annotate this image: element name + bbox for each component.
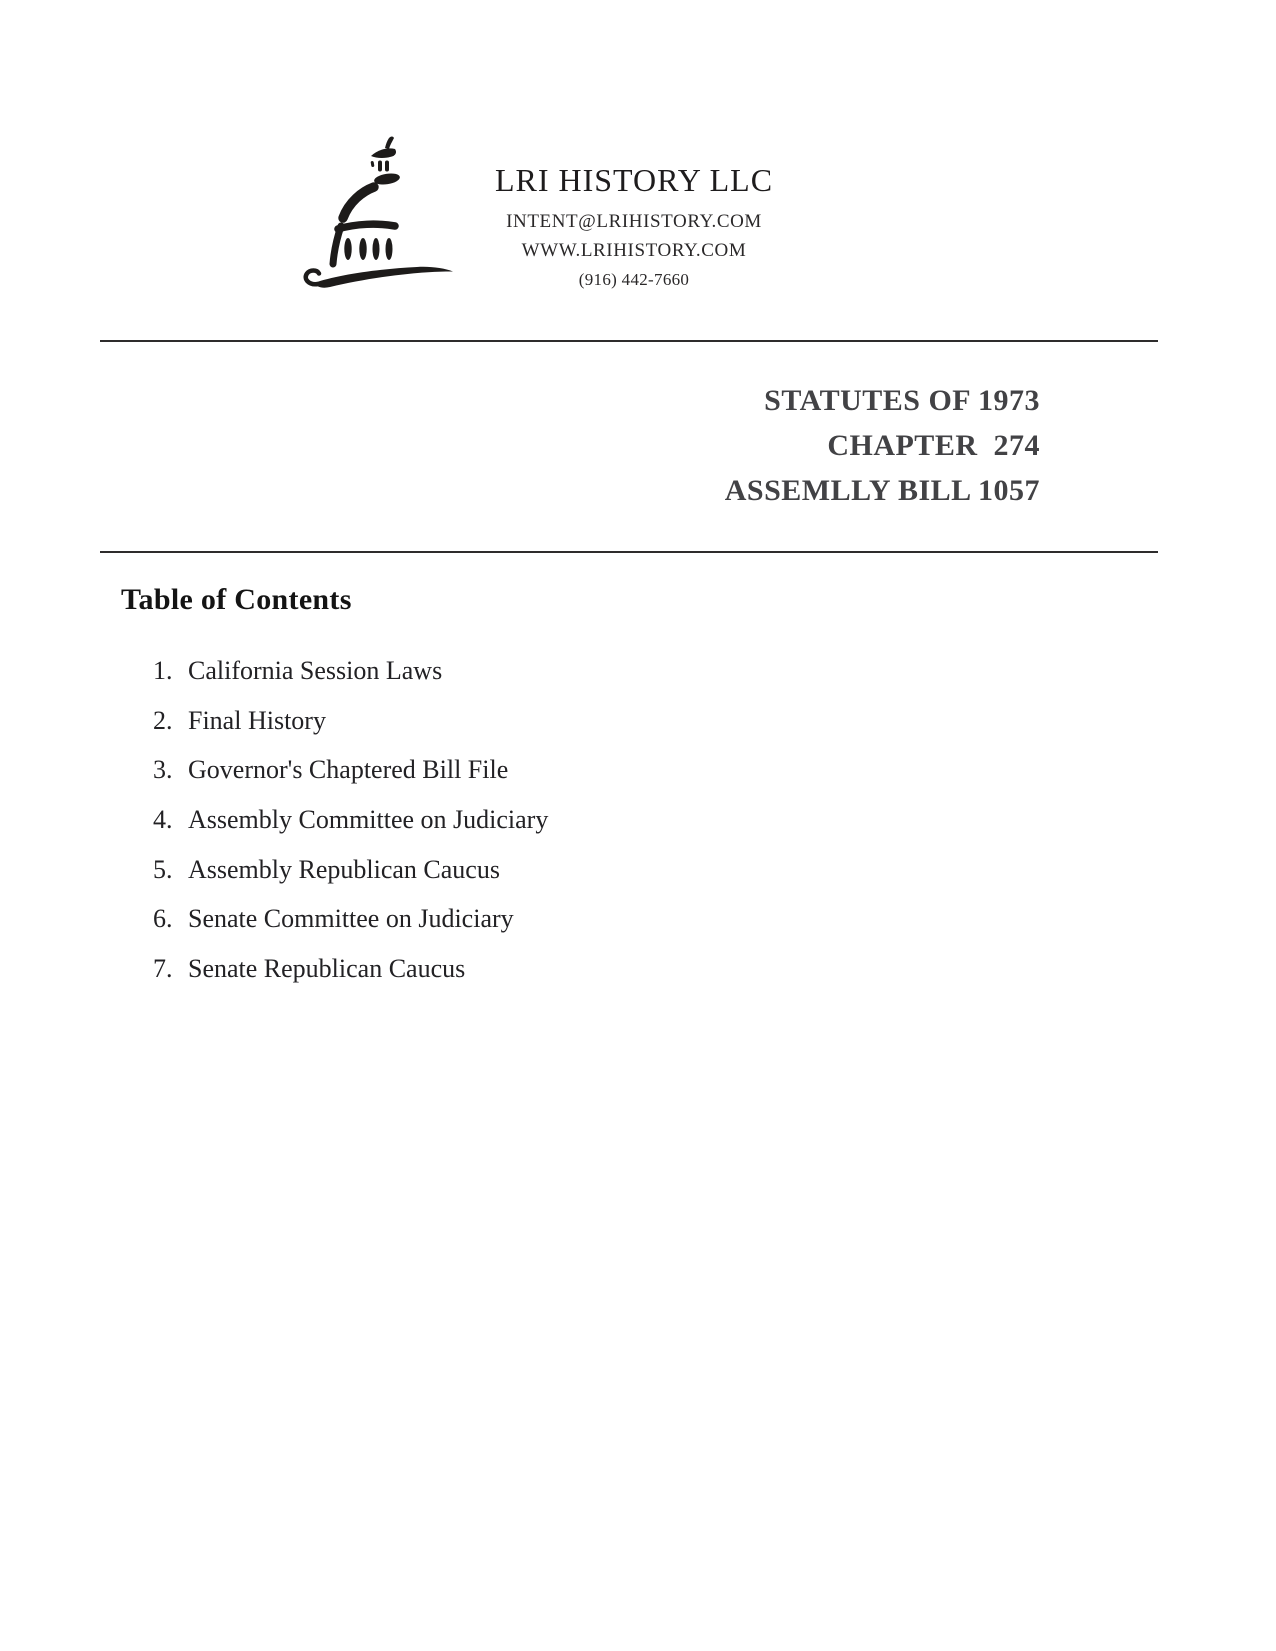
toc-item-label: Senate Republican Caucus bbox=[188, 954, 466, 984]
company-name: LRI HISTORY LLC bbox=[494, 162, 774, 198]
statute-citation bbox=[725, 378, 1040, 513]
horizontal-rule-bottom bbox=[100, 551, 1158, 553]
citation-chapter-line: CHAPTER 274 bbox=[827, 429, 1040, 462]
letterhead bbox=[464, 163, 804, 294]
contact-block bbox=[464, 208, 804, 294]
toc-item-number: 6. bbox=[153, 904, 173, 934]
toc-item bbox=[153, 801, 548, 851]
toc-item-label: Final History bbox=[188, 705, 326, 735]
toc-item bbox=[153, 652, 548, 702]
toc-item-number: 7. bbox=[153, 954, 173, 984]
toc-item-number: 3. bbox=[153, 755, 173, 785]
toc-item bbox=[153, 702, 548, 752]
horizontal-rule-top bbox=[100, 340, 1158, 342]
toc-item-label: California Session Laws bbox=[188, 656, 443, 685]
toc-item-number: 4. bbox=[153, 805, 173, 835]
toc-item-label: Assembly Committee on Judiciary bbox=[188, 805, 549, 835]
toc-item bbox=[153, 851, 548, 901]
toc-item bbox=[153, 950, 548, 1000]
toc-item-number: 2. bbox=[153, 705, 173, 735]
citation-bill-line: ASSEMLLY BILL 1057 bbox=[724, 474, 1040, 507]
company-email: INTENT@LRIHISTORY.COM bbox=[506, 211, 762, 232]
toc-list bbox=[153, 652, 548, 1000]
company-phone: (916) 442-7660 bbox=[578, 269, 690, 289]
toc-item-label: Assembly Republican Caucus bbox=[188, 854, 500, 884]
toc-item-number: 5. bbox=[153, 854, 173, 884]
company-website: WWW.LRIHISTORY.COM bbox=[521, 239, 747, 261]
toc-item bbox=[153, 751, 548, 801]
toc-heading: Table of Contents bbox=[121, 583, 352, 616]
toc-item-label: Senate Committee on Judiciary bbox=[188, 904, 514, 934]
capitol-dome-logo-icon bbox=[292, 126, 460, 294]
citation-statutes-line: STATUTES OF 1973 bbox=[764, 384, 1040, 417]
toc-item-number: 1. bbox=[153, 656, 173, 685]
toc-item-label: Governor's Chaptered Bill File bbox=[188, 755, 509, 785]
toc-item bbox=[153, 900, 548, 950]
